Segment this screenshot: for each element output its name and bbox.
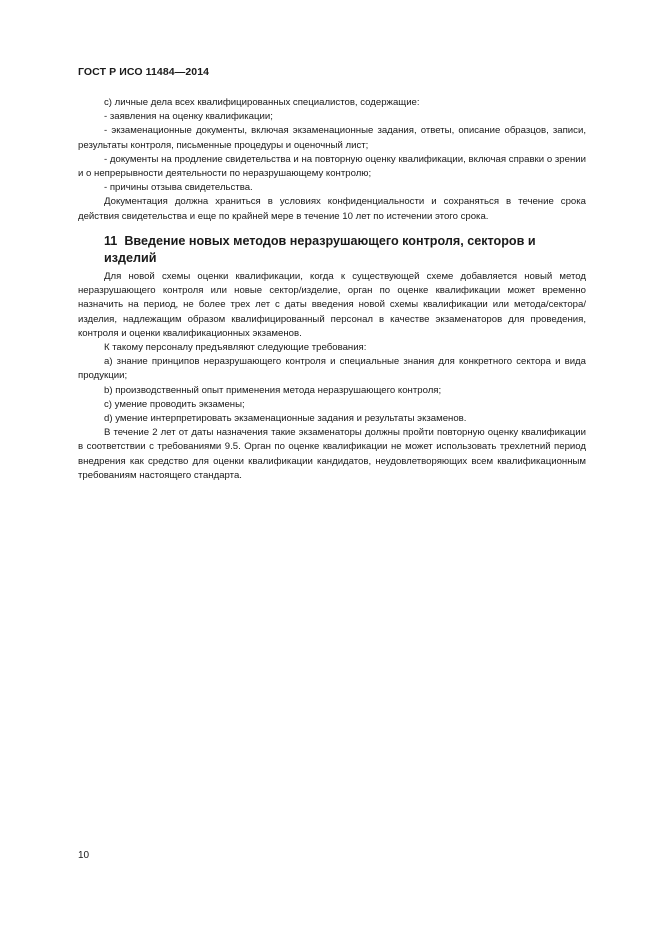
list-item-exam-documents: - экзаменационные документы, включая экзаменационные задания, ответы, описание образцов, записи, результаты контроля, письменные процедуры и оценочный лист;	[78, 125, 586, 151]
list-item-withdrawal-reasons: - причины отзыва свидетельства.	[104, 182, 253, 194]
list-item-a-knowledge: a) знание принципов неразрушающего контроля и специальные знания для конкретного сектора и вида продукции;	[78, 356, 586, 382]
list-item-d-interpret: d) умение интерпретировать экзаменационные задания и результаты экзаменов.	[104, 413, 467, 425]
paragraph-reassessment: В течение 2 лет от даты назначения такие экзаменаторы должны пройти повторную оценку квалификации в соответствии с требованиями 9.5. Орган по оценке квалификации не может использовать трехлетний период внедрения как средство для оценки квалификации кандидатов, неудовлетворяющих всем квалификационным требованиям настоящего стандарта.	[78, 427, 586, 481]
document-standard-header: ГОСТ Р ИСО 11484—2014	[78, 66, 210, 78]
paragraph-documentation-storage: Документация должна храниться в условиях конфиденциальности и сохраняться в течение срока действия свидетельства и еще по крайней мере в течение 10 лет по истечении этого срока.	[78, 196, 586, 222]
paragraph-new-scheme: Для новой схемы оценки квалификации, когда к существующей схеме добавляется новый метод неразрушающего контроля или новые сектор/изделие, орган по оценке квалификации может временно назначить на период, не более трех лет с даты введения новой схемы квалификации или метода/сектора/изделия, надлежащим образом квалифицированный персонал в качестве экзаменаторов для проведения, контроля и оценки квалификационных экзаменов.	[78, 271, 586, 339]
list-item-b-experience: b) производственный опыт применения метода неразрушающего контроля;	[104, 384, 442, 396]
page-number: 10	[78, 850, 90, 861]
list-item-renewal-documents: - документы на продление свидетельства и на повторную оценку квалификации, включая справки о зрении и о непрерывности деятельности по неразрушающему контролю;	[78, 153, 586, 180]
list-item-c-conduct-exams: c) умение проводить экзамены;	[104, 398, 245, 410]
list-item-applications: - заявления на оценку квалификации;	[104, 111, 273, 123]
requirements-list-block	[78, 96, 586, 224]
section-11-heading	[104, 233, 574, 267]
section-title: Введение новых методов неразрушающего контроля, секторов и изделий	[104, 234, 536, 265]
section-11-body	[78, 270, 586, 483]
paragraph-requirements-intro: К такому персоналу предъявляют следующие требования:	[104, 342, 367, 354]
section-number: 11	[104, 234, 118, 248]
list-item-personnel-files: c) личные дела всех квалифицированных специалистов, содержащие:	[104, 97, 420, 108]
